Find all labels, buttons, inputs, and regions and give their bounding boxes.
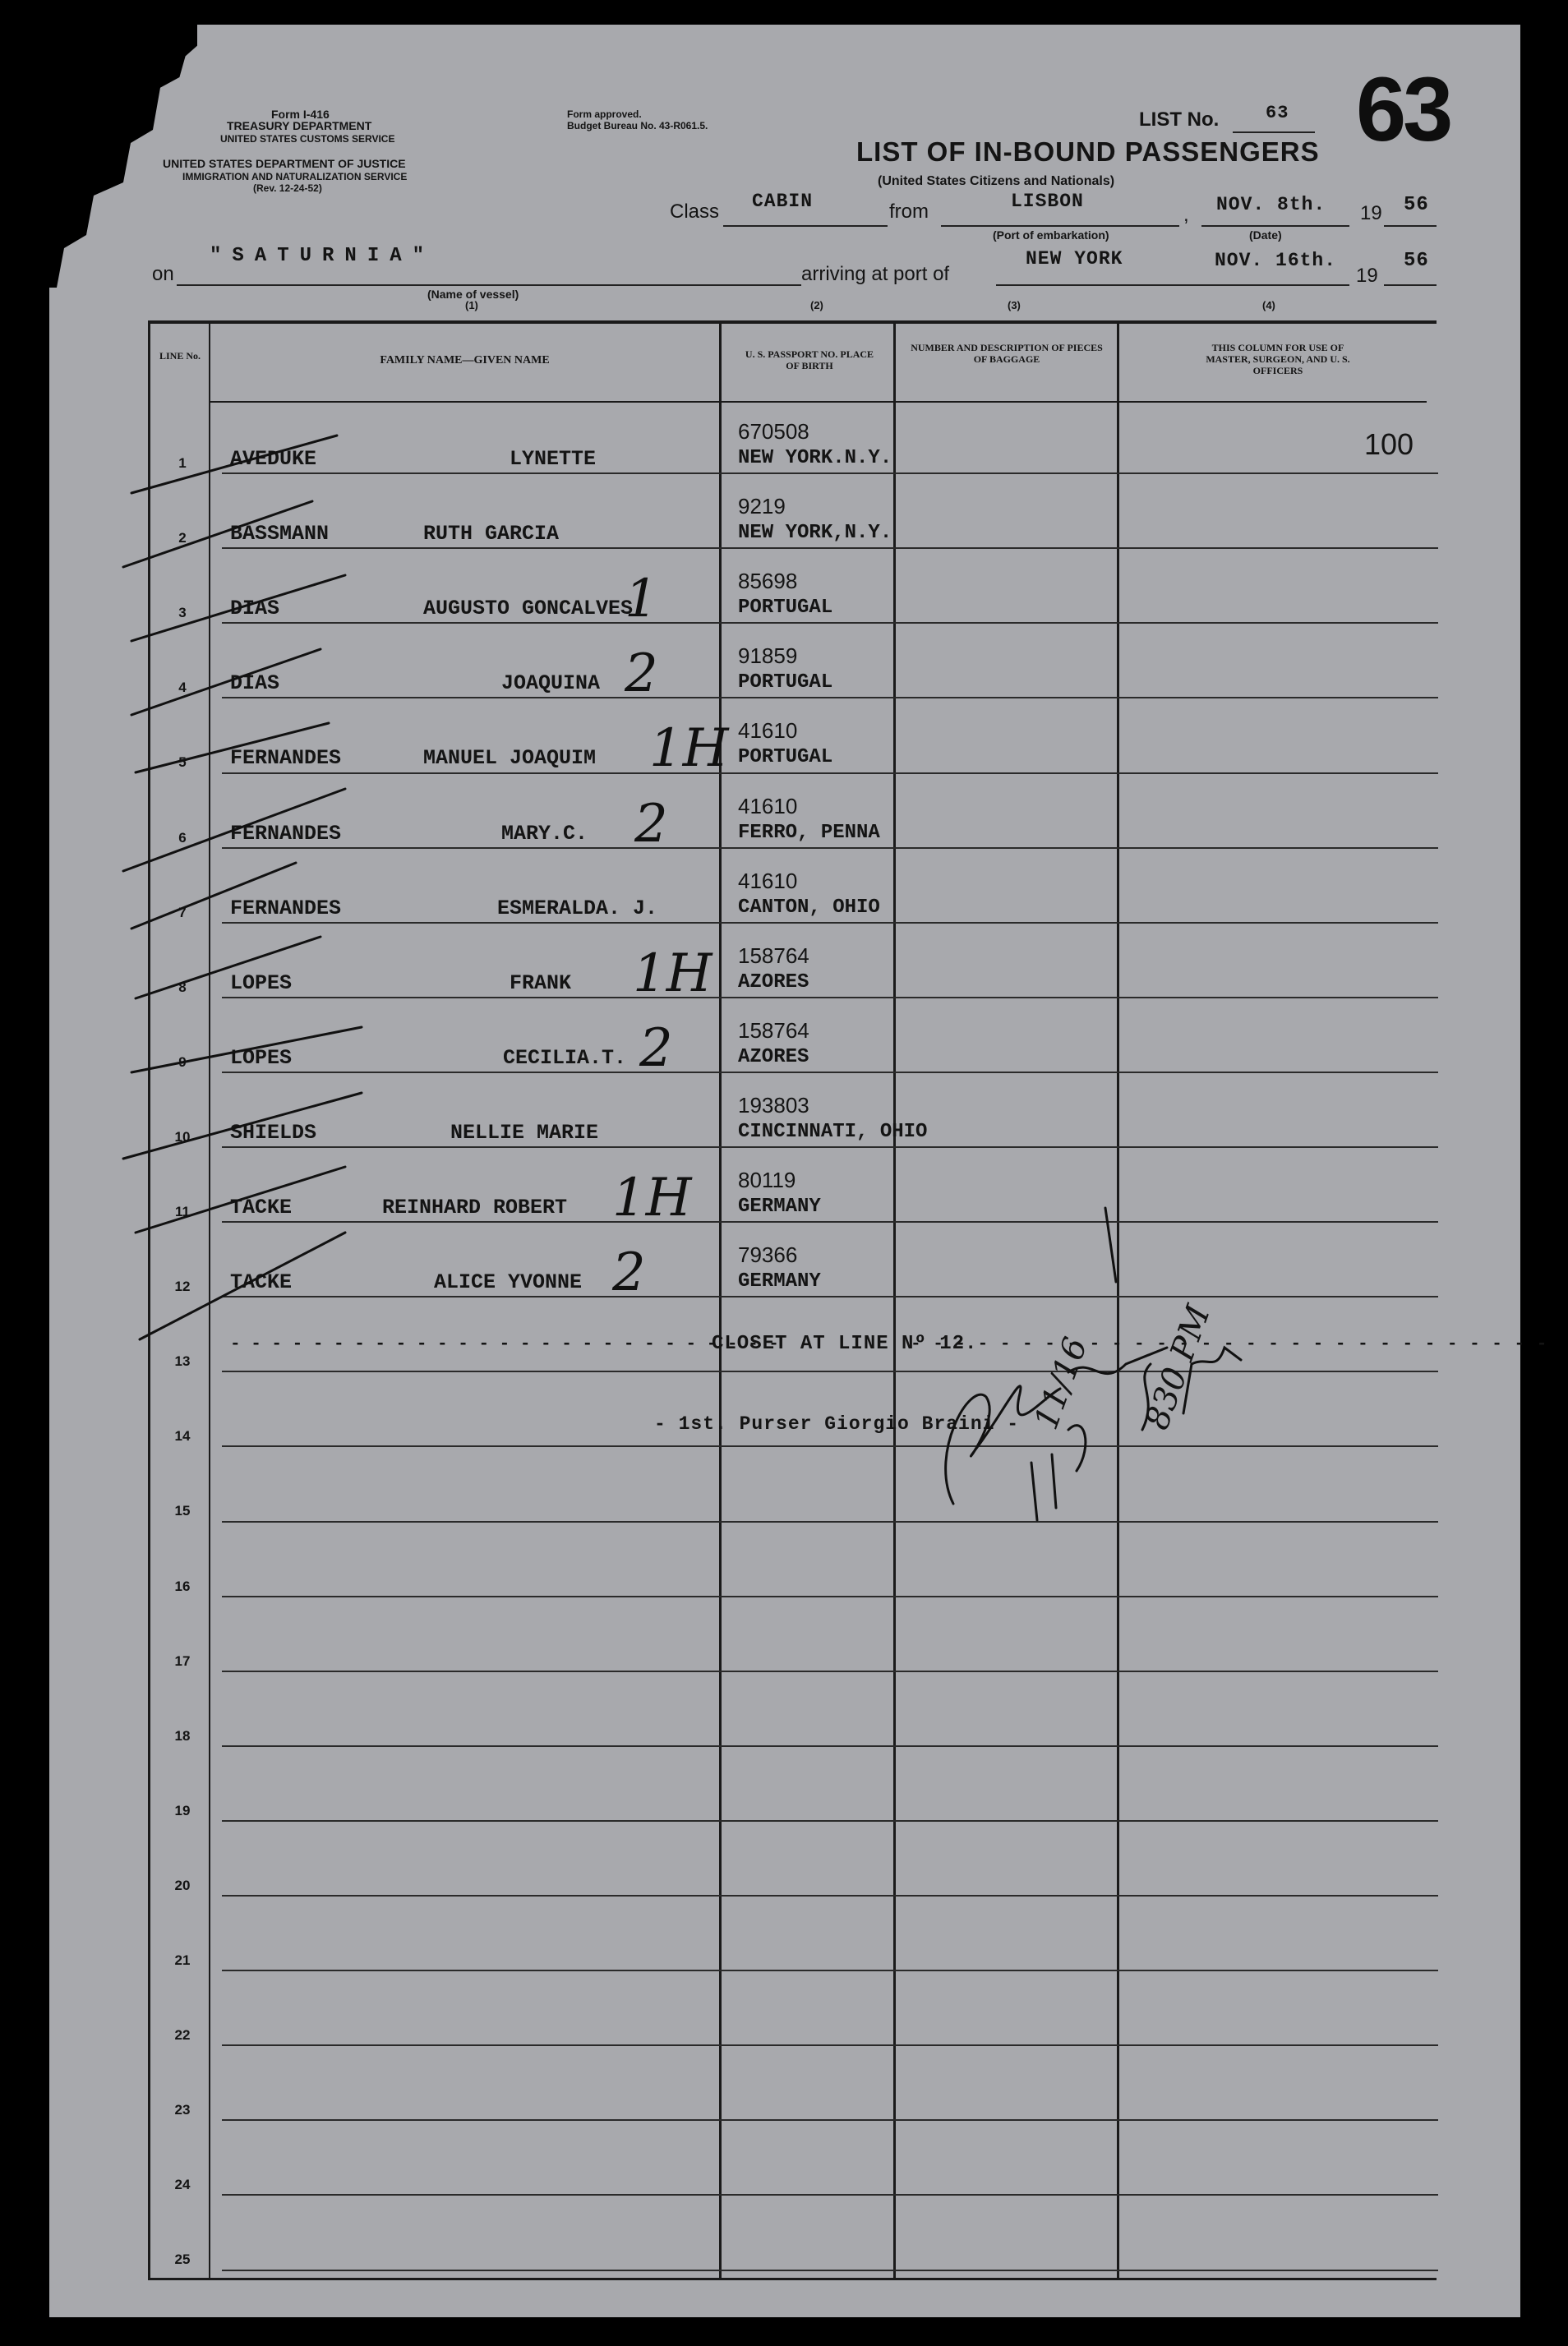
family-name: DIAS: [230, 597, 280, 621]
given-name: MARY.C.: [501, 821, 588, 846]
check-stroke-6: [123, 789, 345, 871]
place-of-birth: GERMANY: [738, 1196, 821, 1218]
family-name: FERNANDES: [230, 746, 342, 771]
passport-number: 79366: [738, 1242, 798, 1268]
family-name: AVEDUKE: [230, 447, 317, 471]
family-name: FERNANDES: [230, 896, 342, 920]
family-name: LOPES: [230, 970, 293, 995]
justice-dept: UNITED STATES DEPARTMENT OF JUSTICE: [163, 157, 406, 170]
closing-dashes-right: - - - - - - - - - - - - - - - - - - - - - - - - - - - - -: [911, 1335, 1548, 1354]
given-name: JOAQUINA: [501, 671, 601, 696]
arrival-port: NEW YORK: [1026, 248, 1123, 270]
year2-prefix: 19: [1356, 265, 1378, 287]
family-name: TACKE: [230, 1270, 293, 1295]
line-number: 20: [174, 1877, 191, 1893]
line-number: 1: [178, 455, 187, 471]
family-name: LOPES: [230, 1045, 293, 1070]
vessel-name: "SATURNIA": [210, 245, 436, 267]
line-number: 7: [178, 904, 187, 920]
place-of-birth: PORTUGAL: [738, 746, 833, 769]
handwritten-baggage-mark: 1H: [612, 1168, 692, 1228]
line-number: 2: [178, 530, 187, 546]
class-value: CABIN: [752, 191, 814, 212]
col-header-name: FAMILY NAME—GIVEN NAME: [380, 354, 550, 366]
place-of-birth: AZORES: [738, 1045, 809, 1068]
family-name: TACKE: [230, 1196, 293, 1219]
line-number: 23: [174, 2102, 191, 2118]
line-number: 5: [178, 754, 187, 771]
passport-number: 41610: [738, 718, 798, 744]
line-number: 12: [174, 1279, 191, 1295]
page-title: LIST OF IN-BOUND PASSENGERS: [856, 136, 1320, 167]
line-number: 14: [174, 1428, 191, 1445]
passport-number: 41610: [738, 868, 798, 893]
date-caption: (Date): [1249, 228, 1282, 242]
passport-number: 9219: [738, 494, 786, 519]
handwritten-baggage-mark: 1H: [633, 943, 713, 1004]
col-num-4: (4): [1262, 299, 1275, 311]
customs-service: UNITED STATES CUSTOMS SERVICE: [220, 133, 395, 145]
given-name: RUTH GARCIA: [423, 522, 560, 546]
line-number: 10: [174, 1128, 191, 1145]
place-of-birth: PORTUGAL: [738, 671, 833, 694]
depart-date: NOV. 8th.: [1216, 194, 1326, 215]
check-stroke-8: [136, 937, 321, 998]
officer-note: 100: [1364, 427, 1414, 461]
check-stroke-1: [131, 436, 337, 493]
closed-at-line: CLOSET AT LINE Nº 12.: [712, 1333, 978, 1355]
given-name: FRANK: [510, 970, 572, 995]
passport-number: 158764: [738, 1017, 809, 1043]
handwritten-baggage-mark: 2: [612, 1242, 646, 1304]
line-number: 21: [174, 1952, 191, 1968]
year1-prefix: 19: [1360, 202, 1382, 224]
place-of-birth: PORTUGAL: [738, 597, 833, 620]
col-header-officers: THIS COLUMN FOR USE OF MASTER, SURGEON, AND U. S. OFFICERS: [1206, 342, 1350, 376]
place-of-birth: GERMANY: [738, 1270, 821, 1293]
passport-number: 670508: [738, 419, 809, 444]
col-header-baggage: NUMBER AND DESCRIPTION OF PIECES OF BAGGAGE: [911, 342, 1103, 365]
class-label: Class: [670, 200, 720, 223]
given-name: ESMERALDA. J.: [497, 896, 658, 920]
place-of-birth: NEW YORK,N.Y.: [738, 522, 892, 545]
comma-1: ,: [1183, 204, 1189, 226]
from-value: LISBON: [1011, 191, 1084, 212]
line-number: 18: [174, 1727, 191, 1744]
handwritten-baggage-mark: 1: [625, 569, 658, 630]
handwritten-date-strokes: [1031, 1426, 1086, 1520]
check-stroke-10: [123, 1093, 362, 1159]
closing-dashes: - - - - - - - - - - - - - - - - - - - - - - - - - - -: [230, 1335, 779, 1354]
line-number: 11: [175, 1204, 190, 1219]
col-num-1: (1): [465, 299, 478, 311]
handwritten-baggage-mark: 2: [625, 643, 658, 705]
handwritten-baggage-mark: 2: [639, 1017, 673, 1079]
place-of-birth: FERRO, PENNA: [738, 821, 880, 844]
line-number: 22: [174, 2027, 191, 2044]
given-name: CECILIA.T.: [503, 1045, 627, 1070]
passport-number: 41610: [738, 793, 798, 818]
arrival-year: 56: [1404, 250, 1429, 272]
given-name: LYNETTE: [510, 447, 597, 471]
place-of-birth: AZORES: [738, 970, 809, 993]
col-num-3: (3): [1008, 299, 1021, 311]
list-no-value: 63: [1266, 103, 1289, 123]
check-stroke-7: [131, 863, 296, 929]
line-number: 4: [178, 680, 187, 696]
form-number: Form I-416: [271, 108, 330, 121]
check-stroke-11: [136, 1167, 345, 1233]
given-name: ALICE YVONNE: [434, 1270, 583, 1295]
handwritten-time: 830 PM: [1138, 1300, 1218, 1435]
given-name: MANUEL JOAQUIM: [423, 746, 597, 771]
inspector-signature: [946, 1348, 1167, 1504]
col-header-passport: U. S. PASSPORT NO. PLACE OF BIRTH: [745, 348, 874, 371]
vessel-caption: (Name of vessel): [427, 288, 519, 301]
check-stroke-4: [131, 649, 321, 715]
check-stroke-12: [140, 1233, 345, 1339]
col-num-2: (2): [810, 299, 823, 311]
handwritten-time-strokes: [1142, 1348, 1241, 1430]
family-name: FERNANDES: [230, 821, 342, 846]
line-number: 9: [178, 1053, 187, 1070]
revision-date: (Rev. 12-24-52): [253, 182, 322, 194]
ins-service: IMMIGRATION AND NATURALIZATION SERVICE: [182, 171, 408, 182]
budget-bureau: Budget Bureau No. 43-R061.5.: [567, 120, 708, 131]
passport-number: 91859: [738, 643, 798, 669]
ink-dash: [1105, 1208, 1116, 1282]
passport-number: 158764: [738, 943, 809, 968]
line-number: 25: [174, 2252, 191, 2268]
on-label: on: [152, 263, 174, 285]
handwritten-date: 11/16: [1027, 1332, 1095, 1435]
line-number: 19: [174, 1802, 191, 1818]
list-no-stamp: 63: [1356, 59, 1450, 160]
line-number: 15: [174, 1503, 191, 1519]
check-stroke-5: [136, 723, 329, 772]
place-of-birth: CINCINNATI, OHIO: [738, 1120, 928, 1143]
passport-number: 80119: [738, 1168, 796, 1192]
line-number: 6: [178, 829, 187, 846]
line-number: 3: [178, 605, 187, 621]
depart-year: 56: [1404, 194, 1429, 216]
given-name: REINHARD ROBERT: [382, 1196, 568, 1219]
list-no-label: LIST No.: [1139, 108, 1220, 131]
place-of-birth: NEW YORK.N.Y.: [738, 447, 892, 469]
check-stroke-2: [123, 501, 312, 567]
passport-number: 193803: [738, 1092, 809, 1118]
place-of-birth: CANTON, OHIO: [738, 896, 880, 919]
handwritten-baggage-mark: 1H: [649, 718, 729, 780]
passport-number: 85698: [738, 569, 798, 594]
from-label: from: [889, 200, 929, 223]
treasury-dept: TREASURY DEPARTMENT: [227, 119, 372, 132]
purser-signature-line: - 1st. Purser Giorgio Braini -: [654, 1413, 1020, 1435]
arrival-date: NOV. 16th.: [1215, 250, 1337, 271]
family-name: BASSMANN: [230, 522, 330, 546]
line-number: 16: [174, 1578, 191, 1594]
family-name: SHIELDS: [230, 1120, 317, 1145]
check-stroke-9: [131, 1027, 362, 1072]
given-name: NELLIE MARIE: [450, 1120, 599, 1145]
line-number: 17: [174, 1652, 191, 1669]
page-subtitle: (United States Citizens and Nationals): [878, 174, 1115, 188]
family-name: DIAS: [230, 671, 280, 696]
embark-caption: (Port of embarkation): [993, 228, 1109, 242]
line-number: 24: [174, 2177, 191, 2193]
line-number: 8: [178, 979, 187, 995]
line-number: 13: [174, 1353, 191, 1370]
given-name: AUGUSTO GONCALVES: [423, 597, 634, 621]
form-approved: Form approved.: [567, 108, 642, 120]
arriving-label: arriving at port of: [801, 263, 950, 285]
col-header-line: LINE No.: [159, 350, 201, 362]
handwritten-baggage-mark: 2: [634, 793, 668, 855]
check-stroke-3: [131, 575, 345, 641]
